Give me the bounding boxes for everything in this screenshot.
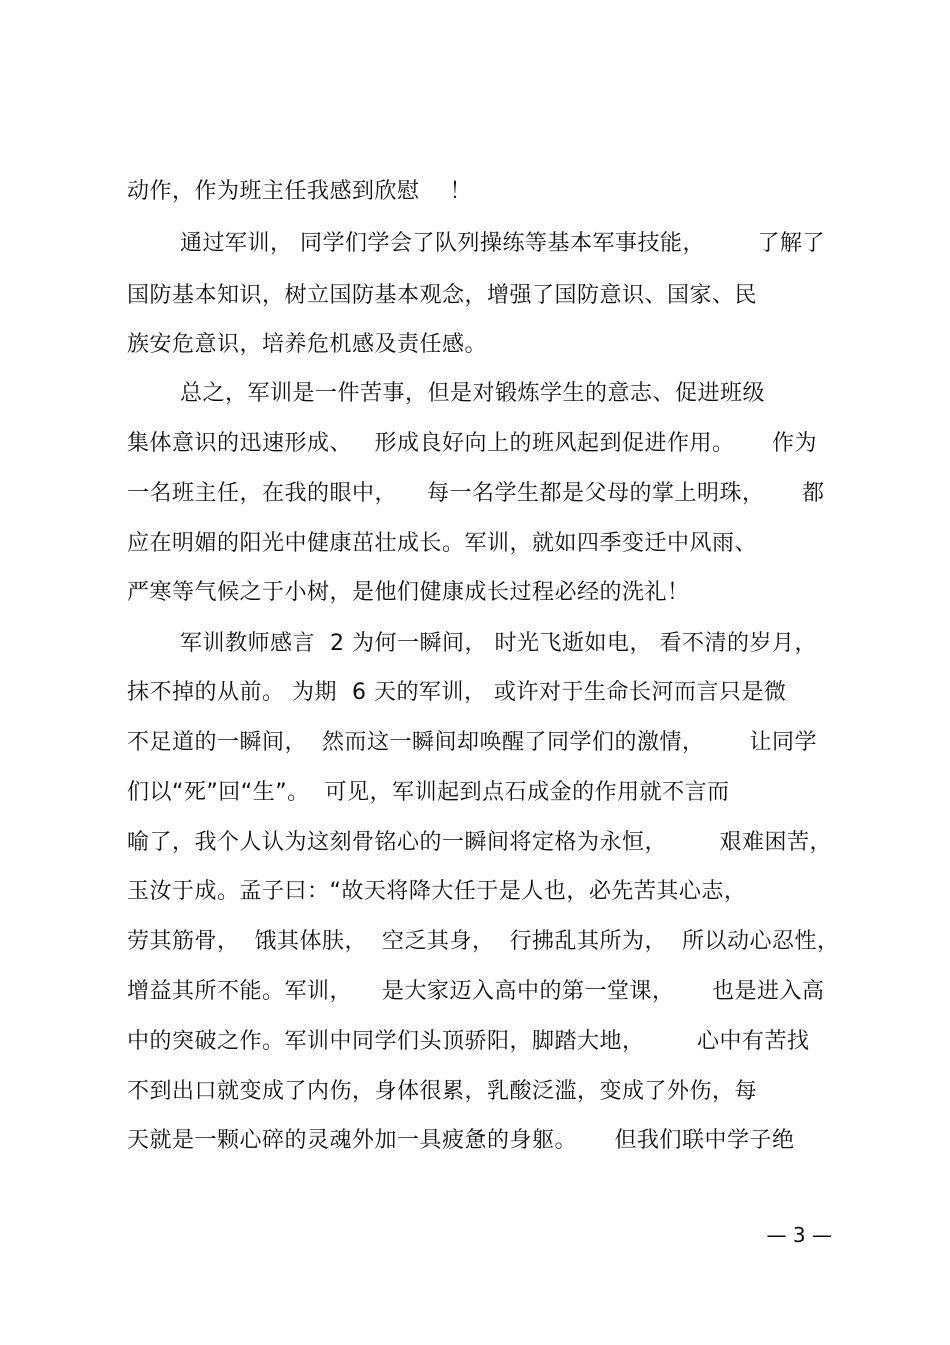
text-line-16: 劳其筋骨， 饿其体肤， 空乏其身， 行拂乱其所为， 所以动心忍性， <box>127 929 840 954</box>
text-line-10: 军训教师感言 2 为何一瞬间， 时光飞逝如电， 看不清的岁月， <box>180 631 817 656</box>
text-line-5: 总之，军训是一件苦事，但是对锻炼学生的意志、促进班级 <box>180 381 766 406</box>
text-line-17: 增益其所不能。军训， 是大家迈入高中的第一堂课， 也是进入高 <box>127 979 825 1004</box>
text-line-20: 天就是一颗心碎的灵魂外加一具疲惫的身躯。 但我们联中学子绝 <box>127 1128 795 1153</box>
text-line-2: 通过军训， 同学们学会了队列操练等基本军事技能， 了解了 <box>180 231 825 256</box>
text-line-14: 喻了，我个人认为这刻骨铭心的一瞬间将定格为永恒， 艰难困苦， <box>127 830 832 855</box>
text-line-9: 严寒等气候之于小树，是他们健康成长过程必经的洗礼！ <box>127 580 690 605</box>
text-line-19: 不到出口就变成了内伤，身体很累，乳酸泛滥，变成了外伤，每 <box>127 1079 758 1104</box>
page-number: — 3 — <box>766 1223 832 1247</box>
text-line-11: 抹不掉的从前。 为期 6 天的军训， 或许对于生命长河而言只是微 <box>127 680 787 705</box>
text-line-7: 一名班主任，在我的眼中， 每一名学生都是父母的掌上明珠， 都 <box>127 481 825 506</box>
text-line-12: 不足道的一瞬间， 然而这一瞬间却唤醒了同学们的激情， 让同学 <box>127 730 817 755</box>
text-line-15: 玉汝于成。孟子曰：“故天将降大任于是人也，必先苦其心志， <box>127 879 747 904</box>
text-line-3: 国防基本知识，树立国防基本观念，增强了国防意识、国家、民 <box>127 283 758 308</box>
text-line-13: 们以“死”回“生”。 可见，军训起到点石成金的作用就不言而 <box>127 780 730 805</box>
text-line-18: 中的突破之作。军训中同学们头顶骄阳，脚踏大地， 心中有苦找 <box>127 1029 810 1054</box>
text-line-1: 动作，作为班主任我感到欣慰 ！ <box>127 179 472 204</box>
text-line-4: 族安危意识，培养危机感及责任感。 <box>127 332 488 357</box>
text-line-6: 集体意识的迅速形成、 形成良好向上的班风起到促进作用。 作为 <box>127 431 817 456</box>
text-line-8: 应在明媚的阳光中健康茁壮成长。军训，就如四季变迁中风雨、 <box>127 531 758 556</box>
